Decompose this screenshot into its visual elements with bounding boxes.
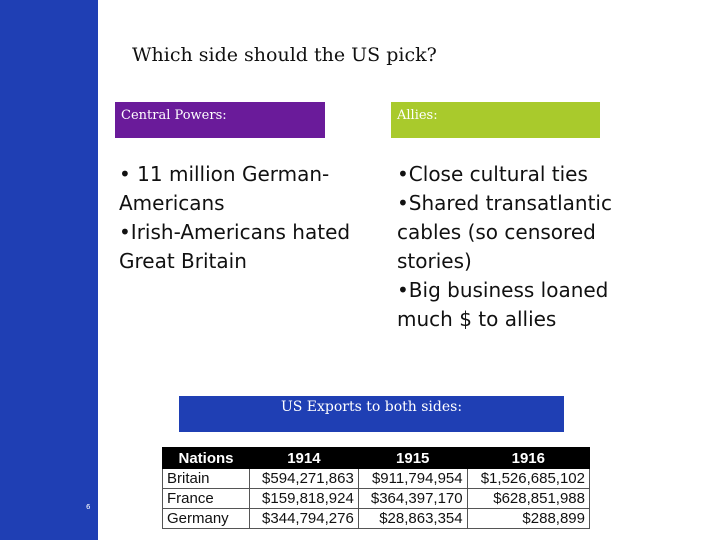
table-cell: $288,899	[467, 509, 589, 529]
slide-title: Which side should the US pick?	[132, 44, 437, 66]
allies-header: Allies:	[391, 102, 600, 138]
table-cell: $159,818,924	[250, 489, 359, 509]
column-header: Nations	[163, 448, 250, 469]
table-header-row	[163, 448, 590, 469]
table-cell: Britain	[163, 469, 250, 489]
column-header: 1915	[358, 448, 467, 469]
table-cell: Germany	[163, 509, 250, 529]
central-point: •Irish-Americans hated Great Britain	[119, 220, 351, 273]
table-cell: $911,794,954	[358, 469, 467, 489]
table-cell: $628,851,988	[467, 489, 589, 509]
exports-header: US Exports to both sides:	[179, 396, 564, 432]
column-header: 1914	[250, 448, 359, 469]
table-cell: France	[163, 489, 250, 509]
slide-number: 6	[86, 503, 91, 511]
exports-table	[162, 447, 590, 529]
central-powers-header: Central Powers:	[115, 102, 325, 138]
table-row	[163, 489, 590, 509]
table-row	[163, 469, 590, 489]
allies-point: •Big business loaned much $ to allies	[397, 278, 609, 331]
table-cell: $28,863,354	[358, 509, 467, 529]
allies-point: •Close cultural ties	[397, 162, 588, 186]
table-cell: $344,794,276	[250, 509, 359, 529]
table-cell: $364,397,170	[358, 489, 467, 509]
allies-point: •Shared transatlantic cables (so censored stories)	[397, 191, 612, 273]
allies-list	[397, 160, 637, 334]
table-cell: $1,526,685,102	[467, 469, 589, 489]
central-powers-list	[119, 160, 381, 276]
sidebar-band	[0, 0, 98, 540]
table-cell: $594,271,863	[250, 469, 359, 489]
central-point: • 11 million German-Americans	[119, 162, 330, 215]
column-header: 1916	[467, 448, 589, 469]
table-row	[163, 509, 590, 529]
